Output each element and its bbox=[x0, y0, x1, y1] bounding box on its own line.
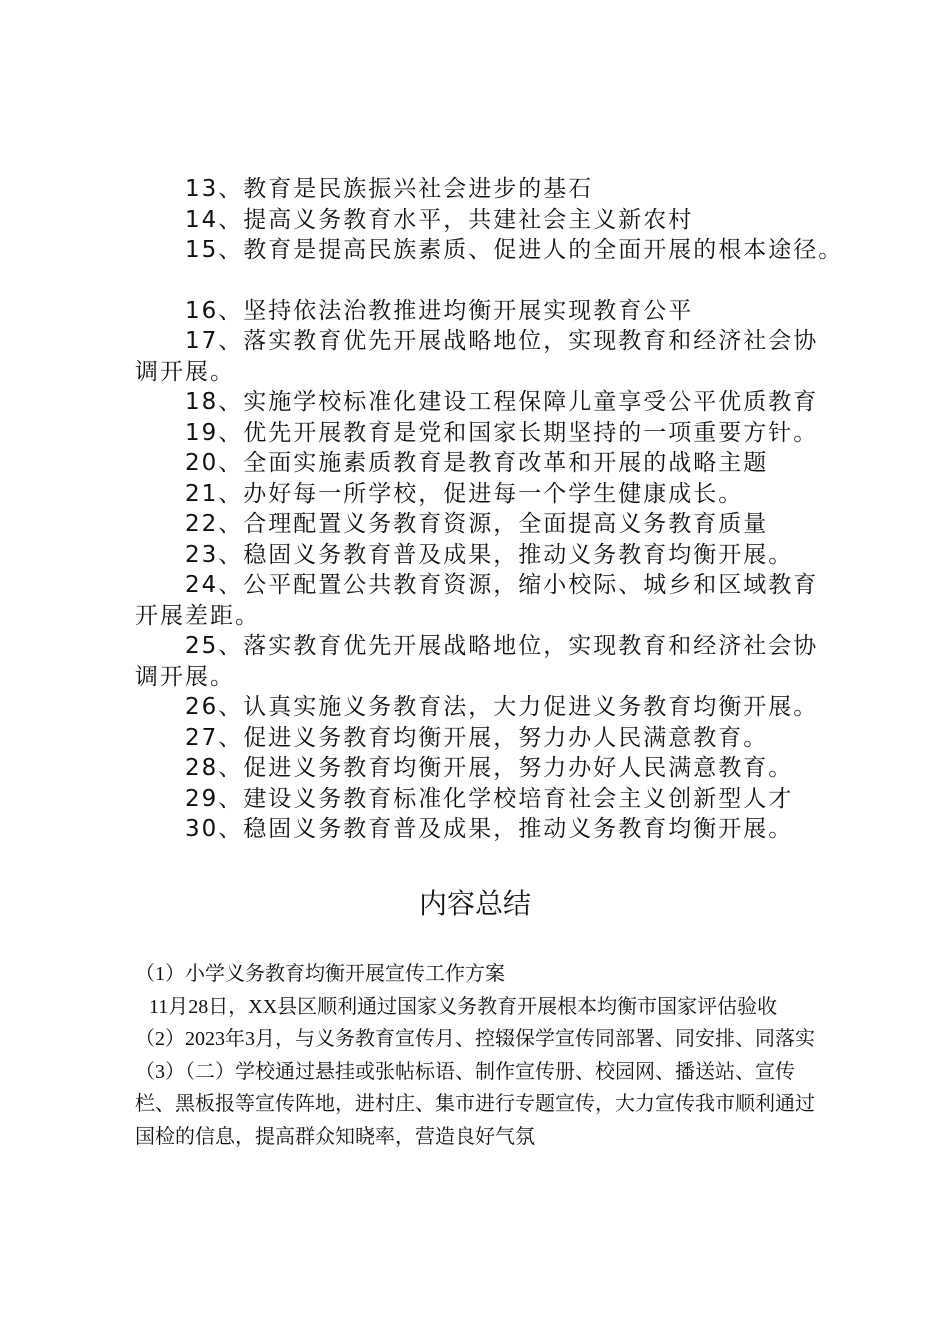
slogan-item-15: 15、教育是提高民族素质、促进人的全面开展的根本途径。 bbox=[185, 237, 844, 263]
summary-item-2: （2）2023年3月，与义务教育宣传月、控辍保学宣传同部署、同安排、同落实 bbox=[135, 1028, 815, 1050]
slogan-item-14: 14、提高义务教育水平，共建社会主义新农村 bbox=[185, 206, 694, 233]
slogan-item-24: 24、公平配置公共教育资源，缩小校际、城乡和区域教育开展差距。 bbox=[135, 572, 819, 629]
slogan-item-30: 30、稳固义务教育普及成果，推动义务教育均衡开展。 bbox=[185, 816, 794, 842]
slogan-item-26: 26、认真实施义务教育法，大力促进义务教育均衡开展。 bbox=[185, 694, 819, 720]
slogan-item-18: 18、实施学校标准化建设工程保障儿童享受公平优质教育 bbox=[185, 389, 819, 415]
slogan-item-17: 17、落实教育优先开展战略地位，实现教育和经济社会协调开展。 bbox=[135, 328, 819, 385]
slogan-item-29: 29、建设义务教育标准化学校培育社会主义创新型人才 bbox=[185, 785, 794, 812]
summary-item-1: （1）小学义务教育均衡开展宣传工作方案 bbox=[135, 963, 505, 985]
summary-item-1-detail: 11月28日，XX县区顺利通过国家义务教育开展根本均衡市国家评估验收 bbox=[149, 995, 778, 1018]
slogan-item-28: 28、促进义务教育均衡开展，努力办好人民满意教育。 bbox=[185, 755, 794, 781]
slogan-item-13: 13、教育是民族振兴社会进步的基石 bbox=[185, 176, 594, 202]
slogan-item-20: 20、全面实施素质教育是教育改革和开展的战略主题 bbox=[185, 450, 769, 476]
summary-item-3: （3）（二）学校通过悬挂或张帖标语、制作宣传册、校园网、播送站、宣传栏、黑板报等宣传阵地，进村庄、集市进行专题宣传，大力宣传我市顺利通过国检的信息，提高群众知晓率，营造良好气氛 bbox=[135, 1060, 815, 1148]
slogan-item-16: 16、坚持依法治教推进均衡开展实现教育公平 bbox=[185, 297, 694, 324]
slogan-item-23: 23、稳固义务教育普及成果，推动义务教育均衡开展。 bbox=[185, 541, 794, 568]
slogan-item-19: 19、优先开展教育是党和国家长期坚持的一项重要方针。 bbox=[185, 419, 819, 446]
paragraph-gap bbox=[135, 266, 840, 296]
summary-body bbox=[135, 958, 825, 1153]
slogan-item-22: 22、合理配置义务教育资源，全面提高义务教育质量 bbox=[185, 511, 769, 537]
summary-title: 内容总结 bbox=[418, 887, 531, 920]
slogan-item-21: 21、办好每一所学校，促进每一个学生健康成长。 bbox=[185, 480, 744, 507]
slogan-item-27: 27、促进义务教育均衡开展，努力办人民满意教育。 bbox=[185, 724, 769, 751]
slogan-list bbox=[135, 174, 844, 845]
slogan-item-25: 25、落实教育优先开展战略地位，实现教育和经济社会协调开展。 bbox=[135, 633, 819, 690]
